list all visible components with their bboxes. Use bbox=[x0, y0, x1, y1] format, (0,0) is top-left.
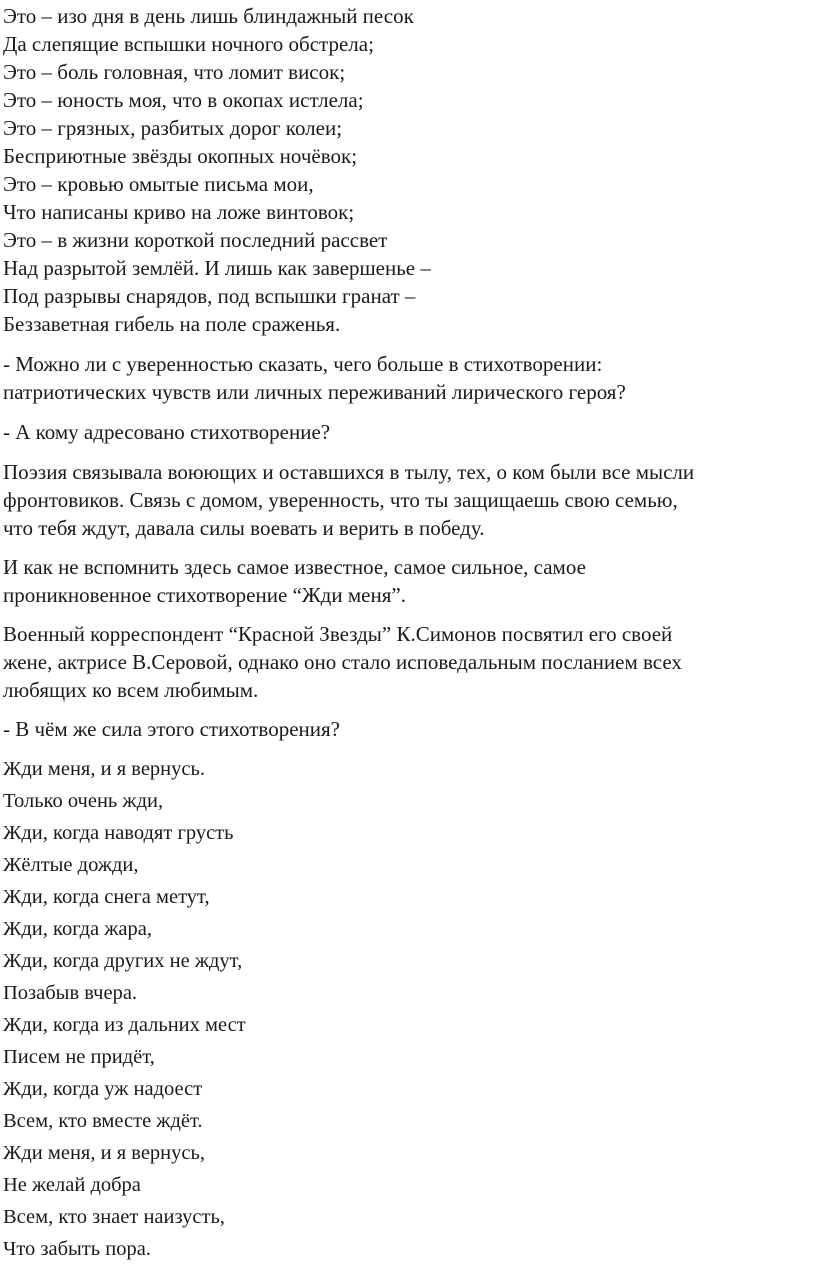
poem-line: Это – кровью омытые письма мои, bbox=[3, 172, 314, 196]
text-line: Военный корреспондент “Красной Звезды” К.Симонов посвятил его своей bbox=[3, 622, 673, 646]
text-line: фронтовиков. Связь с домом, уверенность, что ты защищаешь свою семью, bbox=[3, 488, 678, 512]
poem-line: Это – юность моя, что в окопах истлела; bbox=[3, 88, 364, 112]
poem-line: Да слепящие вспышки ночного обстрела; bbox=[3, 32, 374, 56]
poem-line: Позабыв вчера. bbox=[3, 982, 138, 1004]
text-line: что тебя ждут, давала силы воевать и верить в победу. bbox=[3, 516, 485, 540]
poem-line: Жди, когда из дальних мест bbox=[3, 1014, 246, 1036]
text-line: - Можно ли с уверенностью сказать, чего больше в стихотворении: bbox=[3, 352, 603, 376]
poem-line: Писем не придёт, bbox=[3, 1046, 155, 1068]
text-line: Поэзия связывала воюющих и оставшихся в тылу, тех, о ком были все мысли bbox=[3, 460, 695, 484]
poem-line: Беззаветная гибель на поле сраженья. bbox=[3, 312, 341, 336]
question-paragraph: - В чём же сила этого стихотворения? bbox=[3, 717, 340, 741]
poem-line: Жди меня, и я вернусь, bbox=[3, 1142, 205, 1164]
text-line: патриотических чувств или личных переживаний лирического героя? bbox=[3, 380, 626, 404]
poem-line: Всем, кто знает наизусть, bbox=[3, 1206, 225, 1228]
text-line: жене, актрисе В.Серовой, однако оно стало исповедальным посланием всех bbox=[3, 650, 682, 674]
poem-line: Это – грязных, разбитых дорог колеи; bbox=[3, 116, 343, 140]
poem-line: Не желай добра bbox=[3, 1174, 141, 1196]
question-paragraph: - А кому адресовано стихотворение? bbox=[3, 420, 331, 444]
poem-line: Жди, когда наводят грусть bbox=[3, 822, 234, 844]
poem-line: Что забыть пора. bbox=[3, 1238, 151, 1260]
poem-line: Это – изо дня в день лишь блиндажный песок bbox=[3, 4, 414, 28]
poem-line: Жди, когда снега метут, bbox=[3, 886, 210, 908]
text-line: любящих ко всем любимым. bbox=[3, 678, 259, 702]
poem-line: Это – боль головная, что ломит висок; bbox=[3, 60, 346, 84]
poem-line: Жди, когда уж надоест bbox=[3, 1078, 203, 1100]
text-line: проникновенное стихотворение “Жди меня”. bbox=[3, 583, 406, 607]
poem-line: Это – в жизни короткой последний рассвет bbox=[3, 228, 388, 252]
poem-line: Жди меня, и я вернусь. bbox=[3, 758, 205, 780]
poem-line: Под разрывы снарядов, под вспышки гранат – bbox=[3, 284, 416, 308]
text-line: И как не вспомнить здесь самое известное, самое сильное, самое bbox=[3, 555, 586, 579]
poem-line: Бесприютные звёзды окопных ночёвок; bbox=[3, 144, 358, 168]
poem-line: Всем, кто вместе ждёт. bbox=[3, 1110, 203, 1132]
poem-line: Жди, когда других не ждут, bbox=[3, 950, 243, 972]
poem-line: Что написаны криво на ложе винтовок; bbox=[3, 200, 355, 224]
poem-line: Только очень жди, bbox=[3, 790, 164, 812]
poem-line: Жди, когда жара, bbox=[3, 918, 152, 940]
poem-line: Жёлтые дожди, bbox=[3, 854, 139, 876]
poem-line: Над разрытой землёй. И лишь как завершенье – bbox=[3, 256, 431, 280]
